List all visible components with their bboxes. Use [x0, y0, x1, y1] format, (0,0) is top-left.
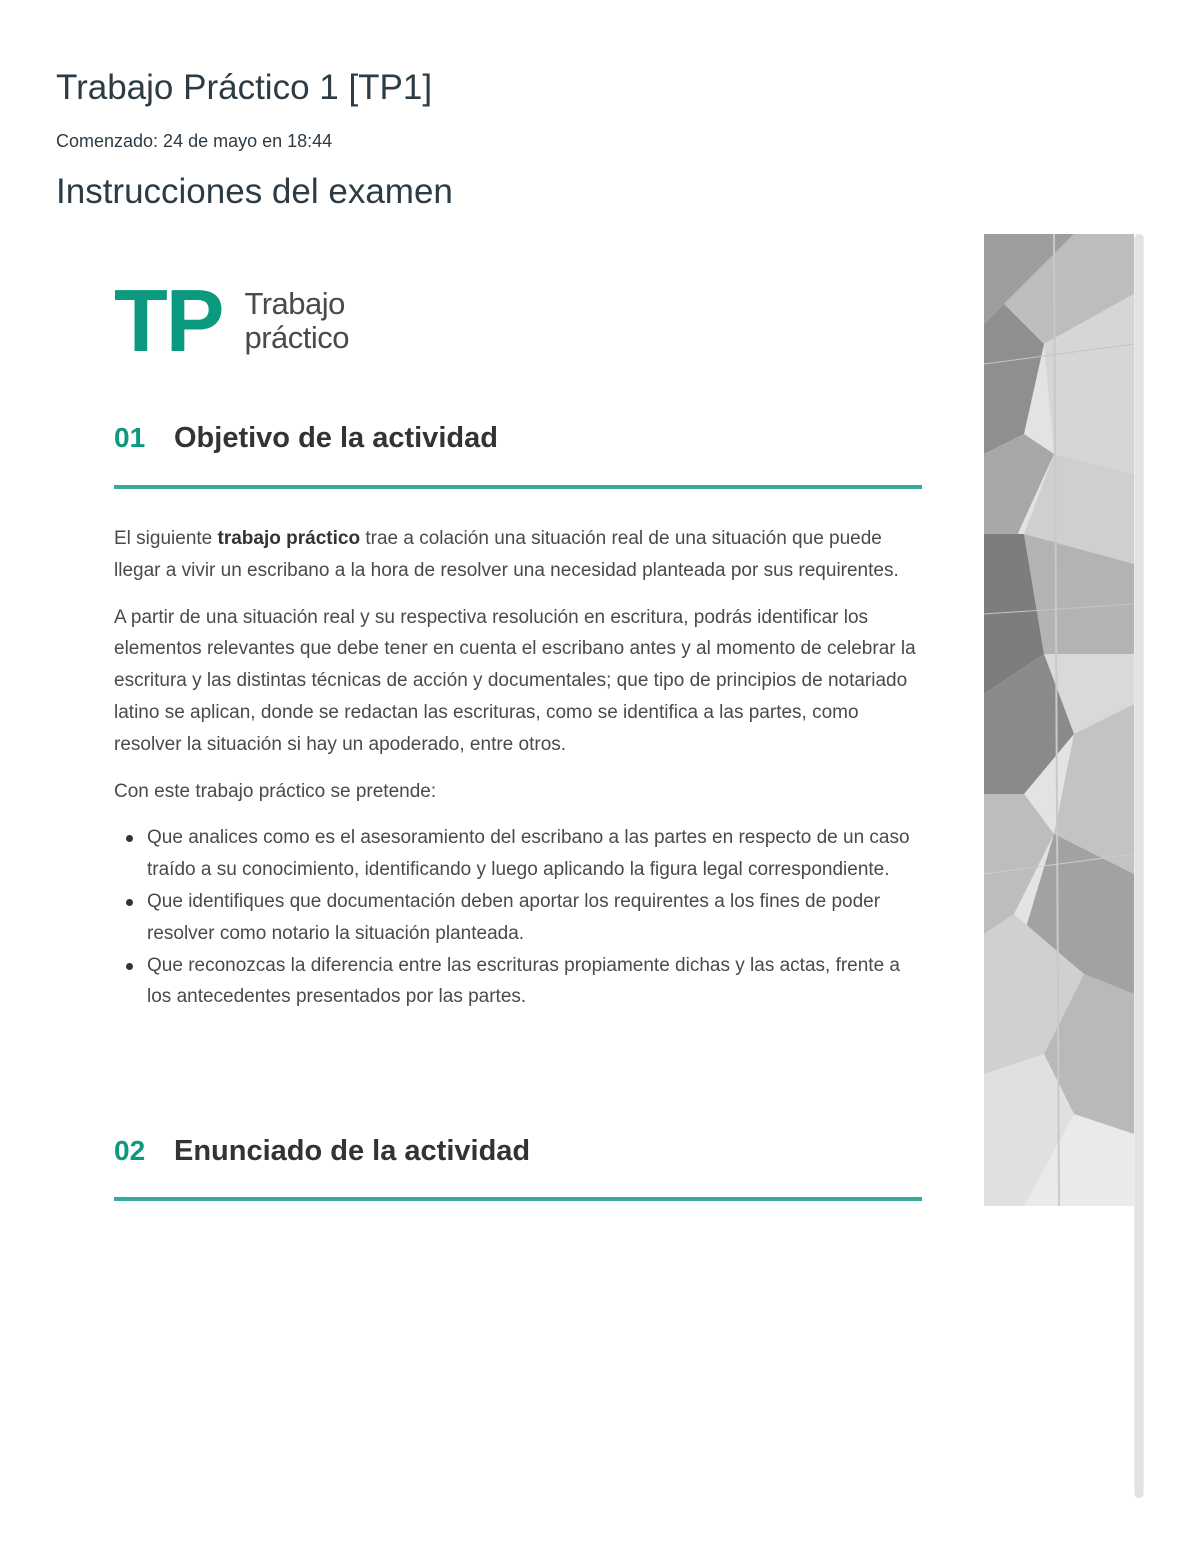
started-timestamp: Comenzado: 24 de mayo en 18:44 — [56, 131, 333, 151]
objetivo-content — [114, 523, 926, 1013]
architecture-pattern-image — [984, 234, 1134, 1206]
scrollbar-track[interactable] — [1134, 234, 1144, 1498]
intro-text-end: trae a colación una situación real de una situación que puede llegar a vivir un escribano a la hora de resolver una necesidad planteada por sus requirentes. — [114, 528, 899, 581]
instructions-heading: Instrucciones del examen — [56, 172, 453, 211]
section-title: Enunciado de la actividad — [174, 1135, 531, 1167]
page-title: Trabajo Práctico 1 [TP1] — [56, 68, 433, 107]
goals-list — [114, 822, 926, 1013]
tp-logo-words — [244, 287, 349, 355]
section-header-enunciado — [114, 1135, 922, 1168]
list-item: Que identifiques que documentación deben aportar los requirentes a los fines de poder resolver como notario la situación planteada. — [114, 886, 926, 950]
section-header-objetivo — [114, 422, 922, 455]
tp-logo-word-2: práctico — [244, 320, 349, 355]
intro-text-start: El siguiente — [114, 528, 218, 549]
goals-intro-paragraph: Con este trabajo práctico se pretende: — [114, 780, 437, 802]
intro-paragraph — [114, 523, 926, 587]
tp-logo — [114, 271, 349, 370]
decorative-banner-image — [984, 234, 1134, 1206]
intro-bold-text: trabajo práctico — [217, 528, 361, 549]
list-item: Que reconozcas la diferencia entre las escrituras propiamente dichas y las actas, frente a los antecedentes presentados por las partes. — [114, 950, 926, 1014]
section-title: Objetivo de la actividad — [174, 422, 498, 454]
section-divider — [114, 485, 922, 489]
tp-logo-letters: TP — [114, 271, 223, 370]
section-number: 01 — [114, 422, 146, 453]
section-divider — [114, 1197, 922, 1201]
section-number: 02 — [114, 1135, 146, 1166]
description-paragraph: A partir de una situación real y su respectiva resolución en escritura, podrás identificar los elementos relevantes que debe tener en cuenta el escribano antes y al momento de celebrar la escritura y las distintas técnicas de acción y documentales; que tipo de principios de notariado latino se aplican, donde se redactan las escrituras, como se identifica a las partes, como resolver la situación si hay un apoderado, entre otros. — [114, 606, 916, 755]
tp-logo-word-1: Trabajo — [244, 286, 345, 321]
scrollbar-thumb[interactable] — [1135, 234, 1143, 1498]
list-item: Que analices como es el asesoramiento del escribano a las partes en respecto de un caso traído a su conocimiento, identificando y luego aplicando la figura legal correspondiente. — [114, 822, 926, 886]
